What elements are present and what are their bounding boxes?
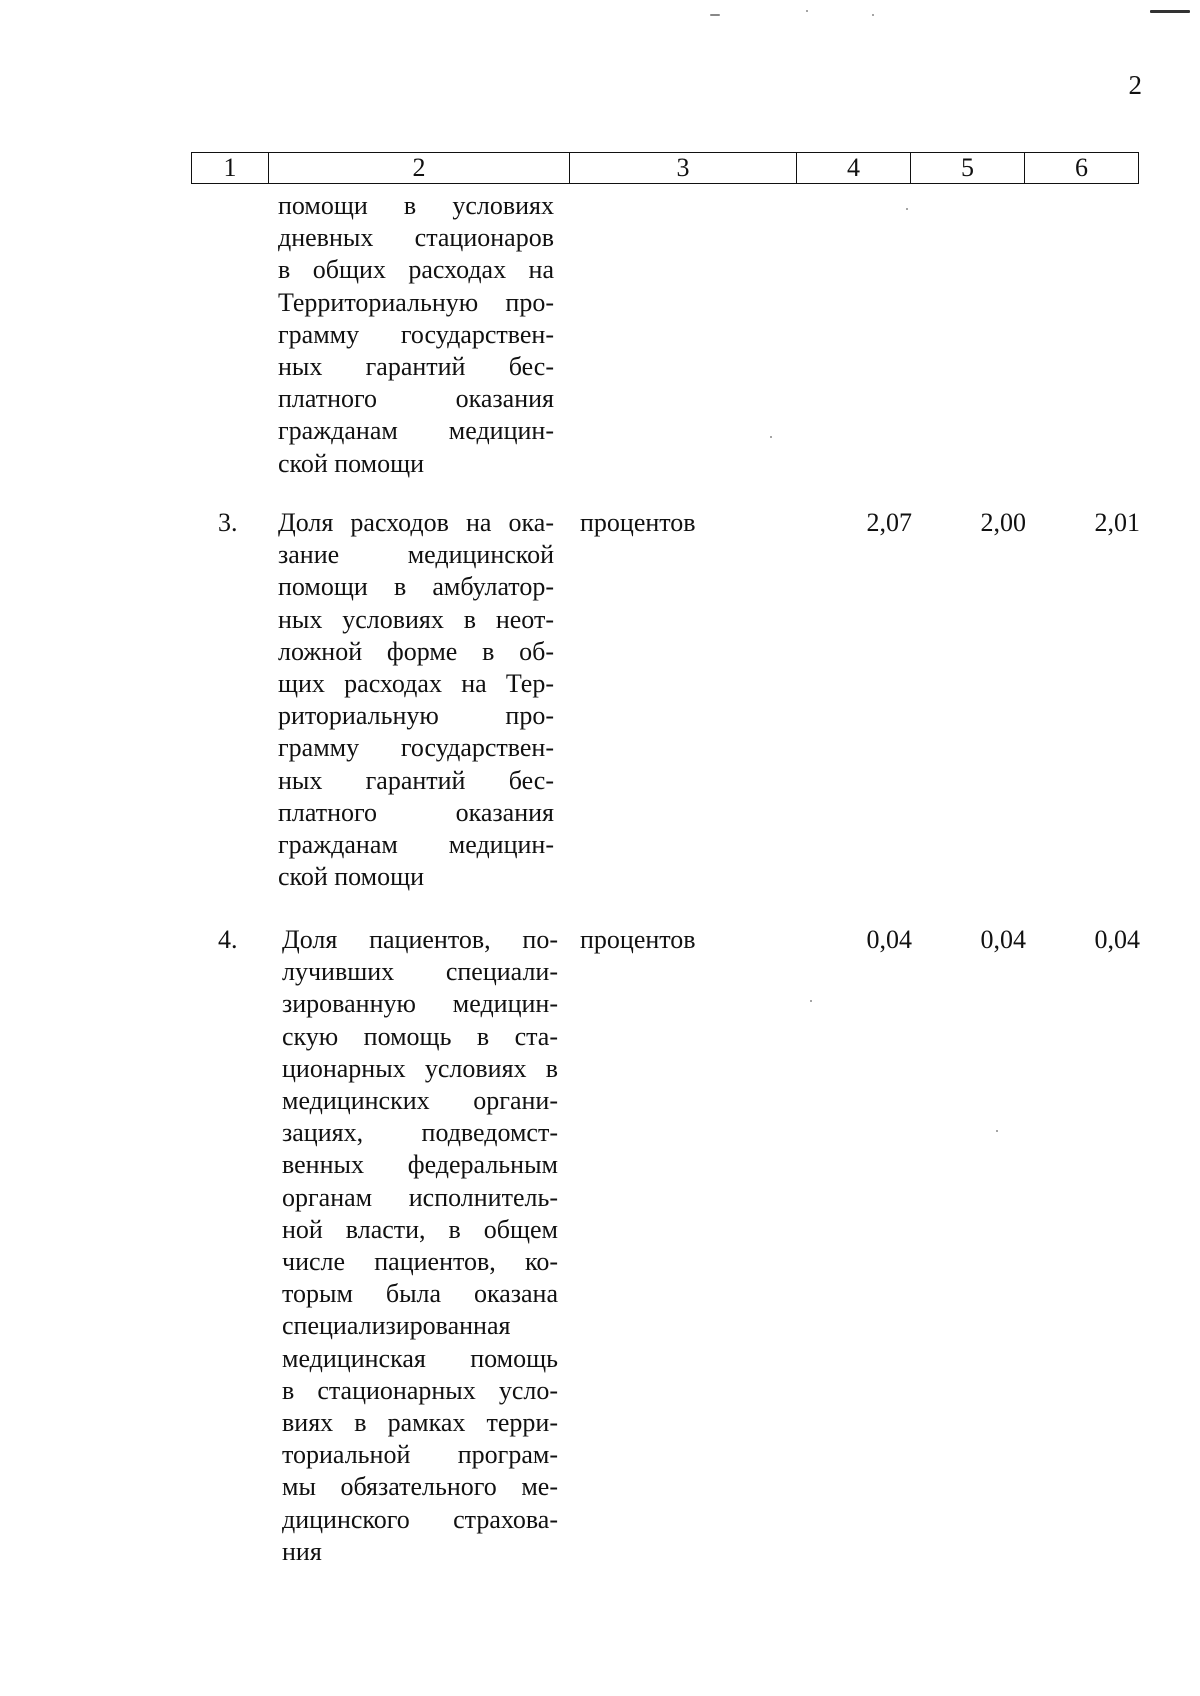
desc-line: ных гарантий бес-: [278, 765, 554, 795]
scan-speck: [906, 208, 908, 210]
desc-line: ской помощи: [278, 862, 425, 892]
row-unit: процентов: [580, 508, 696, 537]
column-header-1: 1: [192, 153, 269, 184]
desc-line: ных условиях в неот-: [278, 604, 554, 634]
desc-line: медицинских органи-: [282, 1086, 558, 1116]
scan-speck: [1150, 10, 1190, 13]
column-header-4: 4: [797, 153, 911, 184]
desc-line: зациях, подведомст-: [282, 1118, 558, 1148]
row-value-col5: 0,04: [980, 925, 1026, 954]
desc-line: торым была оказана: [282, 1279, 558, 1309]
row-value-col4: 2,07: [866, 508, 912, 537]
desc-line: органам исполнитель-: [282, 1182, 558, 1212]
desc-line: венных федеральным: [282, 1150, 558, 1180]
column-header-2: 2: [269, 153, 570, 184]
row-unit: процентов: [580, 925, 696, 954]
desc-line: дневных стационаров: [278, 223, 554, 253]
desc-line: зированную медицин-: [282, 989, 558, 1019]
scan-speck: [810, 1000, 812, 1002]
desc-line: виях в рамках терри-: [282, 1408, 558, 1438]
column-header-6: 6: [1025, 153, 1139, 184]
desc-line: зание медицинской: [278, 540, 554, 570]
row-number: 3.: [218, 508, 238, 537]
desc-line: ной власти, в общем: [282, 1214, 558, 1244]
row-value-col6: 0,04: [1094, 925, 1140, 954]
desc-line: платного оказания: [278, 797, 554, 827]
desc-line: платного оказания: [278, 384, 554, 414]
desc-line: лучивших специали-: [282, 957, 558, 987]
page-number: 2: [1128, 70, 1142, 100]
continuation-description: [278, 190, 554, 480]
scan-speck: [806, 10, 808, 12]
scan-speck: [710, 14, 720, 16]
row-description: [282, 924, 558, 1568]
desc-line: ложной форме в об-: [278, 636, 554, 666]
column-header-3: 3: [570, 153, 797, 184]
desc-line: Доля пациентов, по-: [282, 925, 558, 954]
desc-line: грамму государствен-: [278, 319, 554, 349]
desc-line: медицинская помощь: [282, 1343, 558, 1373]
desc-line: ных гарантий бес-: [278, 352, 554, 382]
desc-line: помощи в амбулатор-: [278, 572, 554, 602]
desc-line: Доля расходов на ока-: [278, 508, 554, 537]
desc-line: числе пациентов, ко-: [282, 1247, 558, 1277]
desc-line: ния: [282, 1536, 322, 1566]
desc-line: ской помощи: [278, 448, 425, 478]
desc-line: Территориальную про-: [278, 287, 554, 317]
desc-line: в общих расходах на: [278, 255, 554, 285]
desc-line: щих расходах на Тер-: [278, 669, 554, 699]
desc-line: мы обязательного ме-: [282, 1472, 558, 1502]
scan-speck: [996, 1130, 998, 1132]
column-header-row: [192, 153, 1139, 184]
scan-speck: [872, 14, 874, 16]
row-value-col5: 2,00: [980, 508, 1026, 537]
row-value-col4: 0,04: [866, 925, 912, 954]
desc-line: помощи в условиях: [278, 191, 554, 220]
column-header-5: 5: [911, 153, 1025, 184]
row-value-col6: 2,01: [1094, 508, 1140, 537]
desc-line: ториальной програм-: [282, 1440, 558, 1470]
desc-line: специализированная: [282, 1311, 511, 1341]
desc-line: гражданам медицин-: [278, 830, 554, 860]
desc-line: дицинского страхова-: [282, 1504, 558, 1534]
desc-line: грамму государствен-: [278, 733, 554, 763]
scan-speck: [770, 436, 772, 438]
column-header-table: [191, 152, 1139, 184]
desc-line: гражданам медицин-: [278, 416, 554, 446]
desc-line: риториальную про-: [278, 701, 554, 731]
desc-line: в стационарных усло-: [282, 1375, 558, 1405]
desc-line: ционарных условиях в: [282, 1053, 558, 1083]
row-description: [278, 507, 554, 893]
row-number: 4.: [218, 925, 238, 954]
desc-line: скую помощь в ста-: [282, 1021, 558, 1051]
